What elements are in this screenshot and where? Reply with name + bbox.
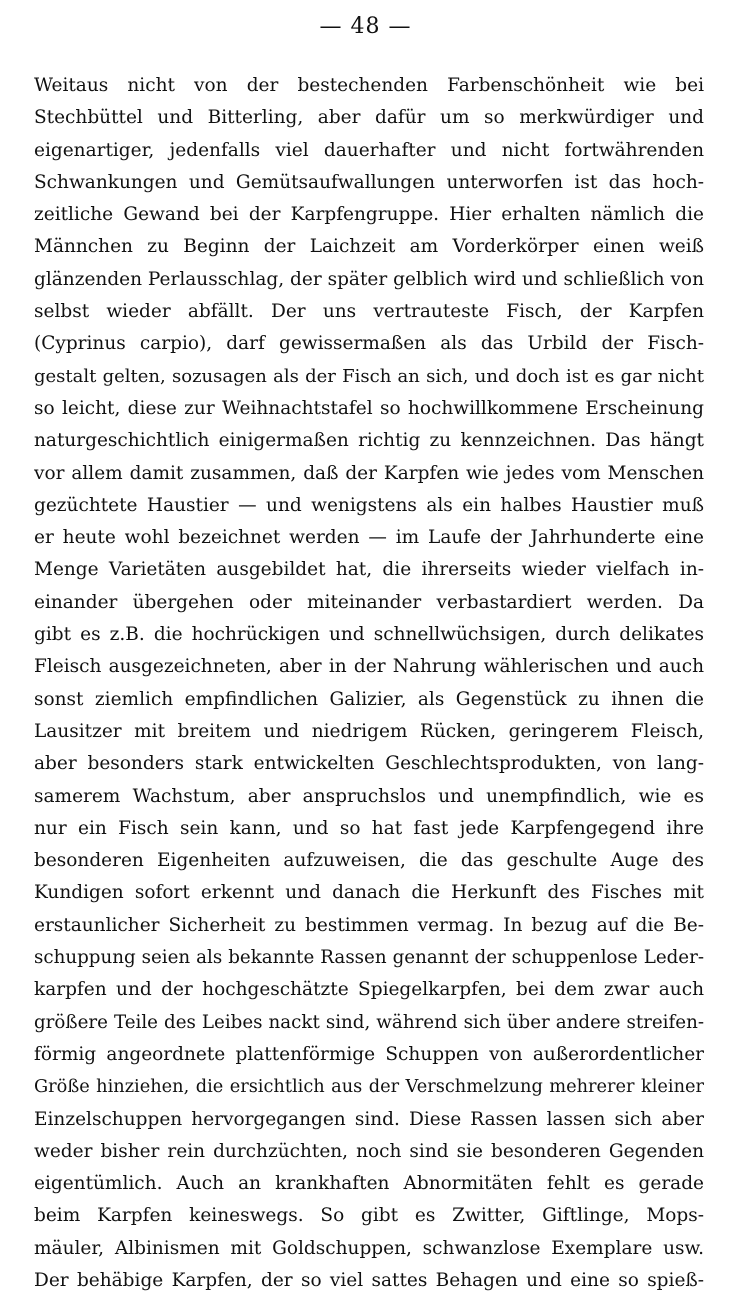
text-line: Einzelschuppen hervorgegangen sind. Diese Rassen lassen sich aber	[34, 1108, 704, 1130]
text-line: so leicht, diese zur Weihnachtstafel so hochwillkommene Erscheinung	[34, 397, 704, 419]
text-line: beim Karpfen keineswegs. So gibt es Zwitter, Giftlinge, Mops-	[34, 1205, 704, 1227]
text-line: sonst ziemlich empfindlichen Galizier, als Gegenstück zu ihnen die	[34, 688, 704, 710]
text-line: selbst wieder abfällt. Der uns vertrauteste Fisch, der Karpfen	[34, 301, 704, 323]
text-line: Fleisch ausgezeichneten, aber in der Nahrung wählerischen und auch	[34, 656, 704, 678]
text-line: naturgeschichtlich einigermaßen richtig zu kennzeichnen. Das hängt	[34, 430, 704, 452]
text-line: weder bisher rein durchzüchten, noch sind sie besonderen Gegenden	[34, 1140, 704, 1162]
text-line: eigentümlich. Auch an krankhaften Abnormitäten fehlt es gerade	[34, 1173, 704, 1195]
body-text	[34, 70, 704, 1297]
text-line: eigenartiger, jedenfalls viel dauerhafter und nicht fortwährenden	[34, 139, 704, 161]
text-line: förmig angeordnete plattenförmige Schuppen von außerordentlicher	[34, 1043, 704, 1065]
text-line: vor allem damit zusammen, daß der Karpfen wie jedes vom Menschen	[34, 462, 704, 484]
text-line: Menge Varietäten ausgebildet hat, die ihrerseits wieder vielfach in-	[34, 559, 704, 581]
text-line: Der behäbige Karpfen, der so viel sattes Behagen und eine so spieß-	[34, 1269, 704, 1291]
text-line: aber besonders stark entwickelten Geschlechtsprodukten, von lang-	[34, 753, 704, 775]
text-line: zeitliche Gewand bei der Karpfengruppe. Hier erhalten nämlich die	[34, 204, 704, 226]
text-line: gibt es z.B. die hochrückigen und schnellwüchsigen, durch delikates	[34, 624, 704, 646]
text-line: nur ein Fisch sein kann, und so hat fast jede Karpfengegend ihre	[34, 817, 704, 839]
text-line: größere Teile des Leibes nackt sind, während sich über andere streifen-	[34, 1011, 704, 1033]
text-line: Schwankungen und Gemütsaufwallungen unterworfen ist das hoch-	[34, 171, 704, 193]
text-line: Weitaus nicht von der bestechenden Farbenschönheit wie bei	[34, 75, 704, 96]
text-line: glänzenden Perlausschlag, der später gelblich wird und schließlich von	[34, 268, 704, 290]
text-line: gezüchtete Haustier — und wenigstens als ein halbes Haustier muß	[34, 494, 704, 516]
text-line: besonderen Eigenheiten aufzuweisen, die das geschulte Auge des	[34, 850, 704, 872]
page-number: — 48 —	[319, 14, 412, 39]
text-line: samerem Wachstum, aber anspruchslos und unempfindlich, wie es	[34, 785, 704, 807]
text-line: (Cyprinus carpio), darf gewissermaßen als das Urbild der Fisch-	[34, 333, 704, 355]
text-line: erstaunlicher Sicherheit zu bestimmen vermag. In bezug auf die Be-	[34, 914, 704, 936]
text-line: Größe hinziehen, die ersichtlich aus der Verschmelzung mehrerer kleiner	[34, 1077, 704, 1098]
text-line: Männchen zu Beginn der Laichzeit am Vorderkörper einen weiß	[34, 236, 704, 258]
text-line: gestalt gelten, sozusagen als der Fisch an sich, und doch ist es gar nicht	[34, 365, 704, 387]
text-line: karpfen und der hochgeschätzte Spiegelkarpfen, bei dem zwar auch	[34, 979, 704, 1001]
text-line: Lausitzer mit breitem und niedrigem Rücken, geringerem Fleisch,	[34, 720, 704, 742]
text-line: mäuler, Albinismen mit Goldschuppen, schwanzlose Exemplare usw.	[34, 1237, 704, 1259]
text-line: einander übergehen oder miteinander verbastardiert werden. Da	[34, 591, 704, 613]
text-line: Kundigen sofort erkennt und danach die Herkunft des Fisches mit	[34, 882, 704, 904]
text-line: er heute wohl bezeichnet werden — im Laufe der Jahrhunderte eine	[34, 527, 704, 549]
text-line: Stechbüttel und Bitterling, aber dafür um so merkwürdiger und	[34, 107, 704, 129]
text-line: schuppung seien als bekannte Rassen genannt der schuppenlose Leder-	[34, 947, 704, 969]
